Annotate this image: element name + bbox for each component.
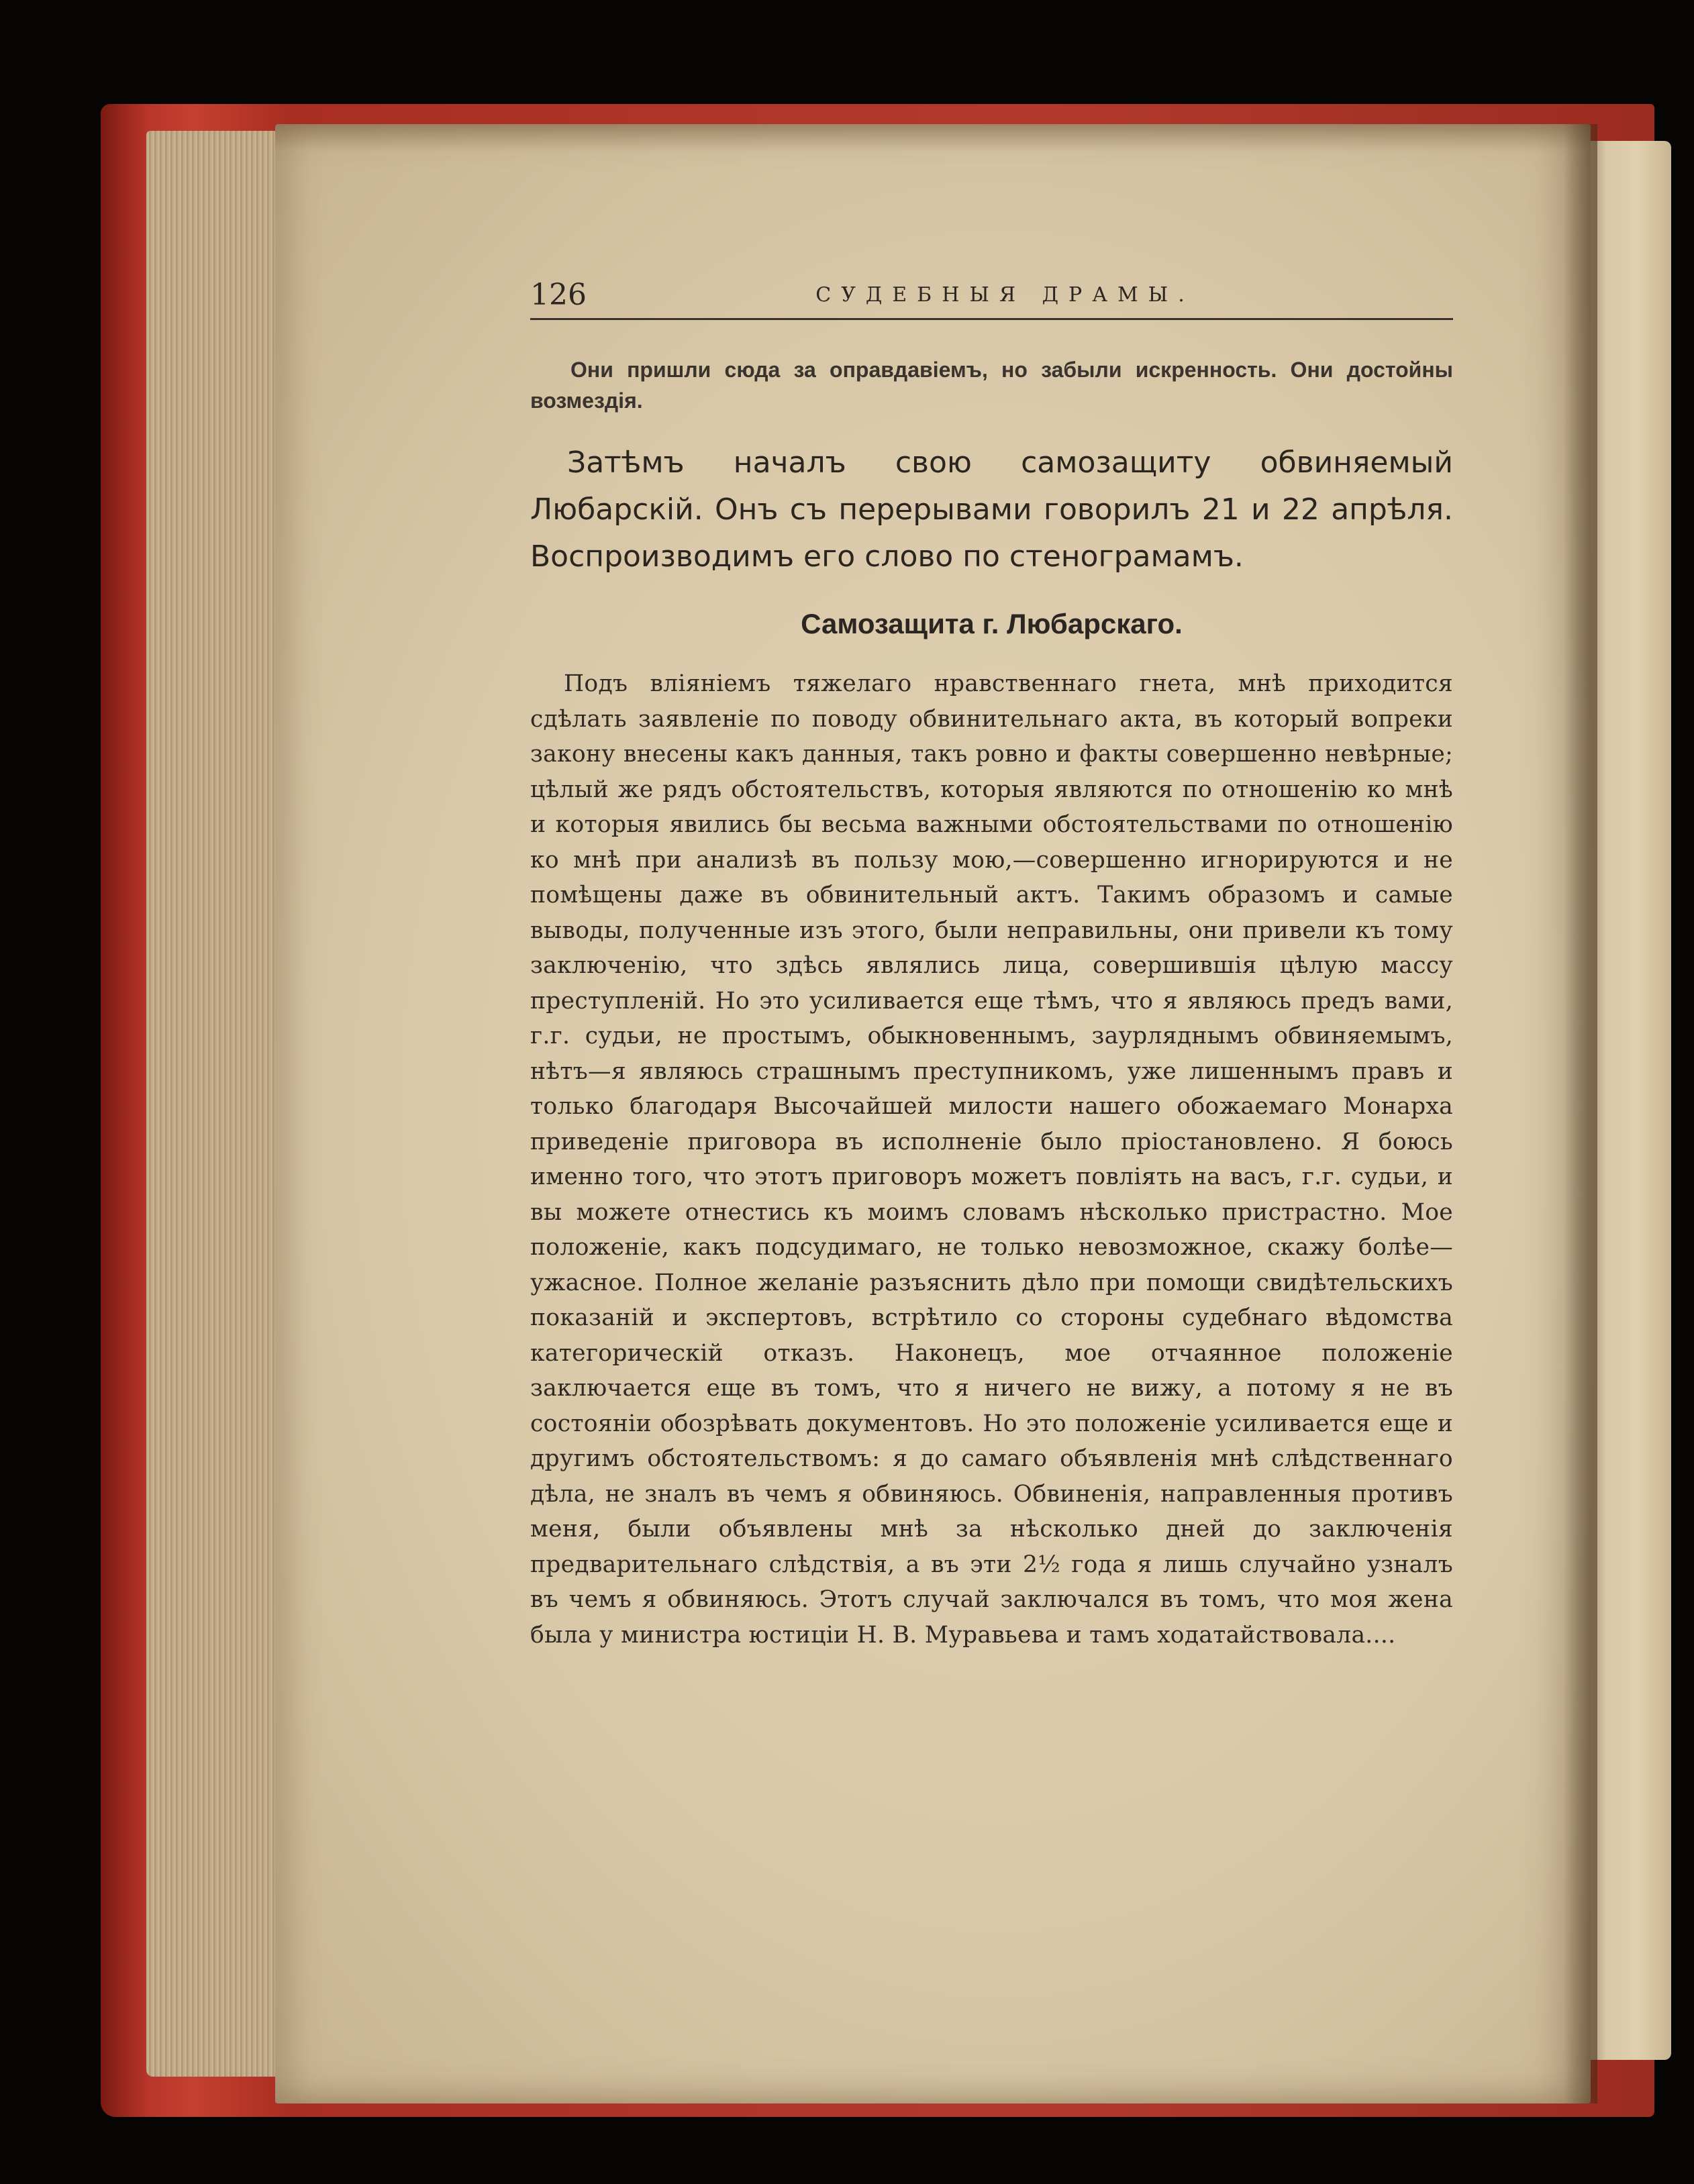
- page-number: 126: [530, 278, 587, 312]
- running-title: СУДЕБНЫЯ ДРАМЫ.: [815, 283, 1195, 307]
- page-top-shadow: [275, 124, 1591, 151]
- running-header: [530, 275, 1453, 320]
- gutter-shadow: [1564, 124, 1597, 2103]
- body-paragraph: Подъ вліяніемъ тяжелаго нравственнаго гнета, мнѣ приходится сдѣлать заявленіе по поводу обвинительнаго акта, въ который вопреки закону внесены какъ данныя, такъ ровно и факты совершенно невѣрные; цѣлый же рядъ обстоятельствъ, которыя являются по отношенію ко мнѣ и которыя явились бы весьма важными обстоятельствами по отношенію ко мнѣ при анализѣ въ пользу мою,—совершенно игнорируются и не помѣщены даже въ обвинительный актъ. Такимъ образомъ и самые выводы, полученные изъ этого, были неправильны, они привели къ тому заключенію, что здѣсь являлись лица, совершившія цѣлую массу преступленій. Но это усиливается еще тѣмъ, что я являюсь предъ вами, г.г. судьи, не простымъ, обыкновеннымъ, заурляднымъ обвиняемымъ, нѣтъ—я являюсь страшнымъ преступникомъ, уже лишеннымъ правъ и только благодаря Высочайшей милости нашего обожаемаго Монарха приведеніе приговора въ исполненіе было пріостановлено. Я боюсь именно того, что этотъ приговоръ можетъ повліять на васъ, г.г. судьи, и вы можете отнестись къ моимъ словамъ нѣсколько пристрастно. Мое положеніе, какъ подсудимаго, не только невозможное, скажу болѣе—ужасное. Полное желаніе разъяснить дѣло при помощи свидѣтельскихъ показаній и экспертовъ, встрѣтило со стороны судебнаго вѣдомства категорическій отказъ. Наконецъ, мое отчаянное положеніе заключается еще въ томъ, что я ничего не вижу, а потому я не въ состояніи обозрѣвать документовъ. Но это положеніе усиливается еще и другимъ обстоятельствомъ: я до самаго объявленія мнѣ слѣдственнаго дѣла, не зналъ въ чемъ я обвиняюсь. Обвиненія, направленныя противъ меня, были объявлены мнѣ за нѣсколько дней до заключенія предварительнаго слѣдствія, а въ эти 2½ года я лишь случайно узналъ въ чемъ я обвиняюсь. Этотъ случай заключался въ томъ, что моя жена была у министра юстиціи Н. В. Муравьева и тамъ ходатайствовала....: [530, 670, 1453, 1649]
- intro-paragraph: Затѣмъ началъ свою самозащиту обвиняемый Любарскій. Онъ съ перерывами говорилъ 21 и 22 апрѣля. Воспроизводимъ его слово по стенограмамъ.: [530, 446, 1453, 574]
- section-title: Самозащита г. Любарскаго.: [801, 608, 1183, 639]
- epigraph: Они пришли сюда за оправдавіемъ, но забыли искренность. Они достойны возмездія.: [530, 358, 1453, 413]
